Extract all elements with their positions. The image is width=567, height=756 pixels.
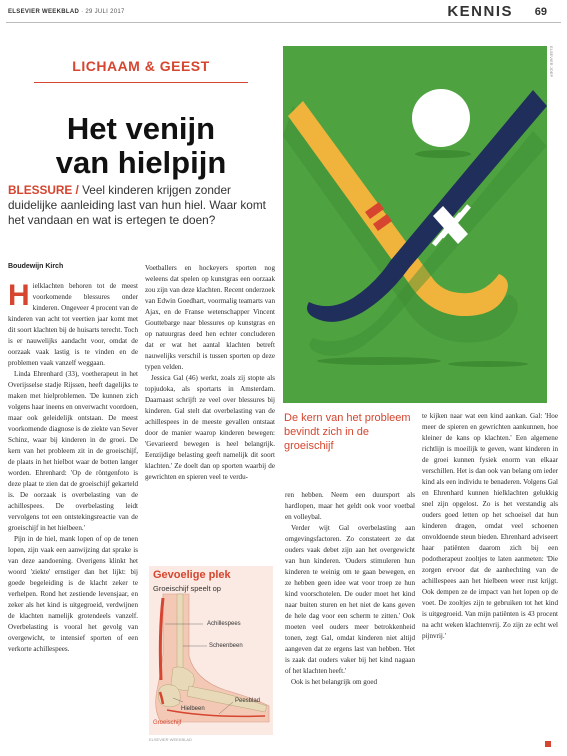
kicker-underline	[34, 82, 248, 83]
running-head: ELSEVIER WEEKBLAD · 29 JULI 2017	[8, 9, 125, 15]
paragraph: Hielklachten behoren tot de meest voorkomende blessures onder kinderen. Ongeveer 4 procent van de kinderen van acht tot veertien jaar komt met dit soort klachten bij de huisarts terecht. Toch is er nauwelijks aandacht voor, omdat de oorzaak vaak lastig is te vinden en de problemen vaak vanzelf weggaan.	[8, 279, 138, 367]
hockey-illustration	[283, 46, 547, 403]
article-intro	[8, 183, 280, 228]
publication-name: ELSEVIER WEEKBLAD	[8, 9, 80, 15]
page-number: 69	[534, 6, 547, 18]
illustration-credit: ELSEVIER JOEP	[549, 46, 554, 78]
infobox-title: Gevoelige plek	[153, 569, 231, 581]
label-groeischijf: Groeischijf	[153, 720, 182, 726]
label-hielbeen: Hielbeen	[181, 706, 205, 712]
article-kicker: LICHAAM & GEEST	[72, 58, 210, 74]
foot-anatomy-icon	[149, 594, 273, 735]
byline: Boudewijn Kirch	[8, 263, 64, 270]
issue-date: 29 JULI 2017	[85, 9, 125, 15]
paragraph: Linda Ehrenhard (33), voetherapeut in het Overijsselse stadje Rijssen, heeft dagelijks te maken met hielproblemen. 'De kunnen zich volgens haar ineens en onverwacht voordoen, maar ook geleidelijk ontstaan. De meest voorkomende diagnose is de ziekte van Sever Schinz, waar bij kinderen in de groei. De kern van het probleem zit in de groeischijf, de plaats in het hielbot waar de botten langer worden. Ehrenhard: 'Op de röntgenfoto is deze plaat te zien dat de groeischijf gekarteld is. De oorzaak is overbelasting van de achillespees. De overbelasting leidt vervolgens tot een ontstekingsreactie van de groeischijf in het hielbeen.'	[8, 370, 138, 532]
intro-lead: BLESSURE /	[8, 183, 79, 197]
column-1	[8, 279, 138, 653]
infobox-foot-anatomy	[149, 566, 273, 735]
headline-line-2: van hielpijn	[55, 145, 227, 180]
column-3	[285, 490, 415, 754]
label-scheenbeen: Scheenbeen	[209, 643, 243, 649]
infobox-footer: ELSEVIER WEEKBLAD	[149, 737, 192, 742]
paragraph: ren hebben. Neem een duursport als hardlopen, maar het geldt ook voor voetbal en volleybal.	[285, 491, 415, 521]
paragraph: Verder wijt Gal overbelasting aan omgevingsfactoren. Zo constateert ze dat ouders vaak debet zijn aan het overgewicht van hun kinderen. 'Ouders stimuleren hun kinderen te weinig om te gaan bewegen, en ze hebben geen idee wat voor troep ze hun kind voorschotelen. De ouder moet het kind naar buiten sturen en het niet de kans geven de hele dag voor een scherm te zitten.' Ook moeten veel ouders meer betrokkenheid tonen, zegt Gal, omdat kinderen niet altijd aangeven dat ze ergens last van hebben. 'Het is zaak dat ouders vaker bij het kind nagaan of het klachten heeft.'	[285, 524, 415, 675]
article-headline	[10, 112, 272, 180]
column-2	[145, 263, 275, 565]
pull-quote: De kern van het probleem bevindt zich in de groeischijf	[284, 412, 411, 452]
article-end-mark	[545, 741, 551, 747]
intro-text: Veel kinderen krijgen zonder duidelijke aanleiding last van hun hiel. Waar komt het vandaan en wat is ertegen te doen?	[8, 183, 266, 227]
drop-cap: H	[8, 279, 30, 312]
header-rule	[6, 22, 561, 23]
infobox-subtitle: Groeischijf speelt op	[153, 584, 221, 593]
paragraph: Ook is het belangrijk om goed	[291, 678, 378, 686]
ball-shadow	[415, 150, 471, 158]
ball	[412, 89, 470, 147]
column-4	[422, 411, 558, 753]
page-header	[0, 0, 567, 26]
shin-bone	[177, 594, 183, 668]
paragraph: te kijken naar wat een kind aankan. Gal: 'Hoe meer de spieren en gewrichten aankunnen, hoe kleiner de kans op klachten.' Een algemene richtlijn is moeilijk te geven, want kinderen in de groei kunnen fysiek enorm van elkaar verschillen. Het is dan ook van belang om ieder kind als een individu te benaderen. Volgens Gal en Ehrenhard kunnen hielklachten gelukkig snel zijn opgelost. Zo is het verstandig als ouders goed letten op het schoeisel dat hun kinderen dragen, omdat veel schoenen onvoldoende steun bieden. Ehrenhard adviseert haar patiënten daarom zich bij een podotherapeut zooltjes te laten aanmeten: 'Die zorgen ervoor dat de aanhechting van de achillespees aan het hielbeen weer rust krijgt. Ook dempen ze de impact van het lopen op de voet. De zooltjes zijn te gebruiken tot het kind is uitgegroeid. Van mijn patiënten is 43 procent na acht weken klachtenvrij. Zo zijn ze echt wel pijnvrij.'	[422, 412, 558, 640]
paragraph: Jessica Gal (46) werkt, zoals zij stopte als topjudoka, als sportarts in Amsterdam. Daarnaast schrijft ze veel over blessures bij kinderen. Gal stelt dat overbelasting van de achillespees in de meeste gevallen ontstaat door de manier waarop kinderen bewegen: 'Gevarieerd bewegen is heel belangrijk. Eenzijdige belasting geeft namelijk dit soort klachten.' Ze doelt dan op sporten waarbij de gewrichten en spieren veel te verdu-	[145, 374, 275, 481]
headline-line-1: Het venijn	[66, 111, 216, 146]
section-name: KENNIS	[447, 3, 513, 20]
paragraph: Voetballers en hockeyers sporten nog weleens dat spelen op kunstgras een oorzaak zou zijn van deze klachten. Recent onderzoek van Edwin Goedhart, voormalig teamarts van Ajax, en de Franse wetenschapper Vincent Gouttebarge naar blessures op kunstgras en op natuurgras deed hen echter concluderen dat er wat het aantal klachten betreft nauwelijks verschil is tussen sporten op deze typen velden.	[145, 264, 275, 371]
ground-shadow	[317, 357, 441, 365]
ground-shadow-2	[448, 361, 528, 367]
label-achillespees: Achillespees	[207, 621, 241, 627]
label-peesblad: Peesblad	[235, 698, 261, 704]
paragraph: Pijn in de hiel, mank lopen of op de tenen lopen, zijn vaak een aanwijzing dat sprake is van deze aandoening. Overigens klinkt het woord 'ziekte' ernstiger dan het lijkt: bij goede begeleiding is de klacht zeker te verhelpen. Rond het zestiende levensjaar, en zeker als het kind is uitgegroeid, verdwijnen de klachten namelijk grotendeels vanzelf. Overbelasting is vooral het gevolg van overgewicht, te intensief sporten of een verkorte achillespees.	[8, 535, 138, 653]
